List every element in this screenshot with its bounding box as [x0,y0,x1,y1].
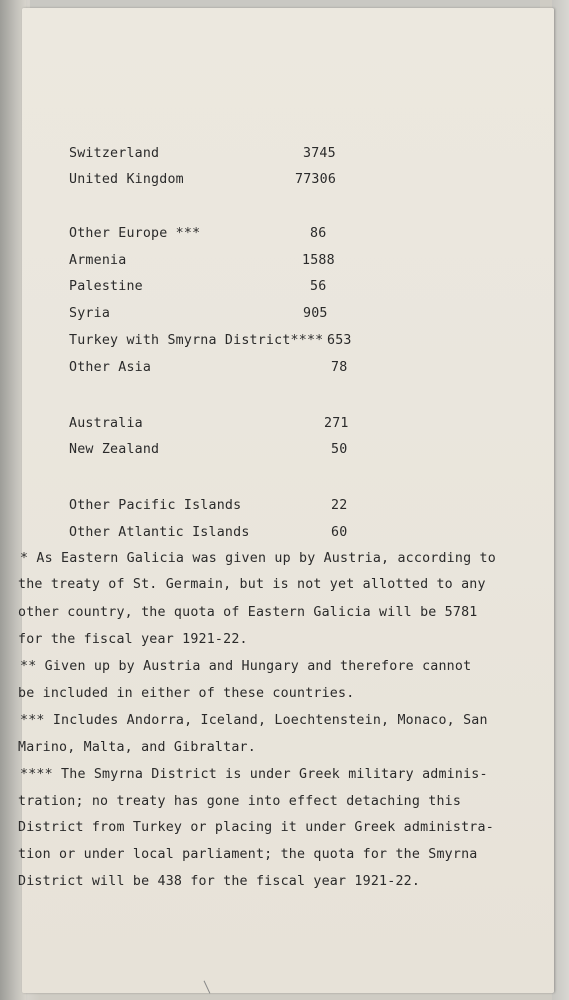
quota-value: 653 [327,333,352,348]
country-name: United Kingdom [69,172,184,187]
country-name: Other Atlantic Islands [69,525,250,540]
quota-value: 86 [310,226,327,241]
footnote-line: tration; no treaty has gone into effect detaching this [18,794,462,809]
page-edge-shadow [552,0,569,1000]
country-name: Other Europe *** [69,226,201,241]
footnote-line: the treaty of St. Germain, but is not yet allotted to any [18,577,486,592]
country-name: Palestine [69,279,143,294]
footnote-line: **** The Smyrna District is under Greek military adminis- [20,767,488,782]
quota-value: 22 [331,498,348,513]
footnote-line: tion or under local parliament; the quota for the Smyrna [18,847,478,862]
quota-value: 60 [331,525,348,540]
quota-value: 77306 [295,172,337,187]
quota-value: 1588 [302,253,335,268]
quota-value: 50 [331,442,348,457]
country-name: Syria [69,306,111,321]
country-name: New Zealand [69,442,160,457]
country-name: Other Asia [69,360,152,375]
country-name: Armenia [69,253,127,268]
footnote-line: * As Eastern Galicia was given up by Austria, according to [20,551,496,566]
quota-value: 905 [303,306,328,321]
quota-value: 56 [310,279,327,294]
quota-value: 271 [324,416,349,431]
footnote-line: *** Includes Andorra, Iceland, Loechtenstein, Monaco, San [20,713,488,728]
footnote-line: be included in either of these countries. [18,686,355,701]
footnote-line: other country, the quota of Eastern Galicia will be 5781 [18,605,478,620]
footnote-line: District will be 438 for the fiscal year 1921-22. [18,874,421,889]
typed-document-page [18,8,554,993]
footnote-line: District from Turkey or placing it under Greek administra- [18,820,494,835]
footnote-line: for the fiscal year 1921-22. [18,632,248,647]
footnote-line: ** Given up by Austria and Hungary and therefore cannot [20,659,472,674]
paper-crease-mark [204,976,220,993]
country-name: Turkey with Smyrna District**** [69,333,324,348]
quota-value: 78 [331,360,348,375]
quota-value: 3745 [303,146,336,161]
country-name: Other Pacific Islands [69,498,242,513]
country-name: Switzerland [69,146,160,161]
footnote-line: Marino, Malta, and Gibraltar. [18,740,256,755]
country-name: Australia [69,416,143,431]
